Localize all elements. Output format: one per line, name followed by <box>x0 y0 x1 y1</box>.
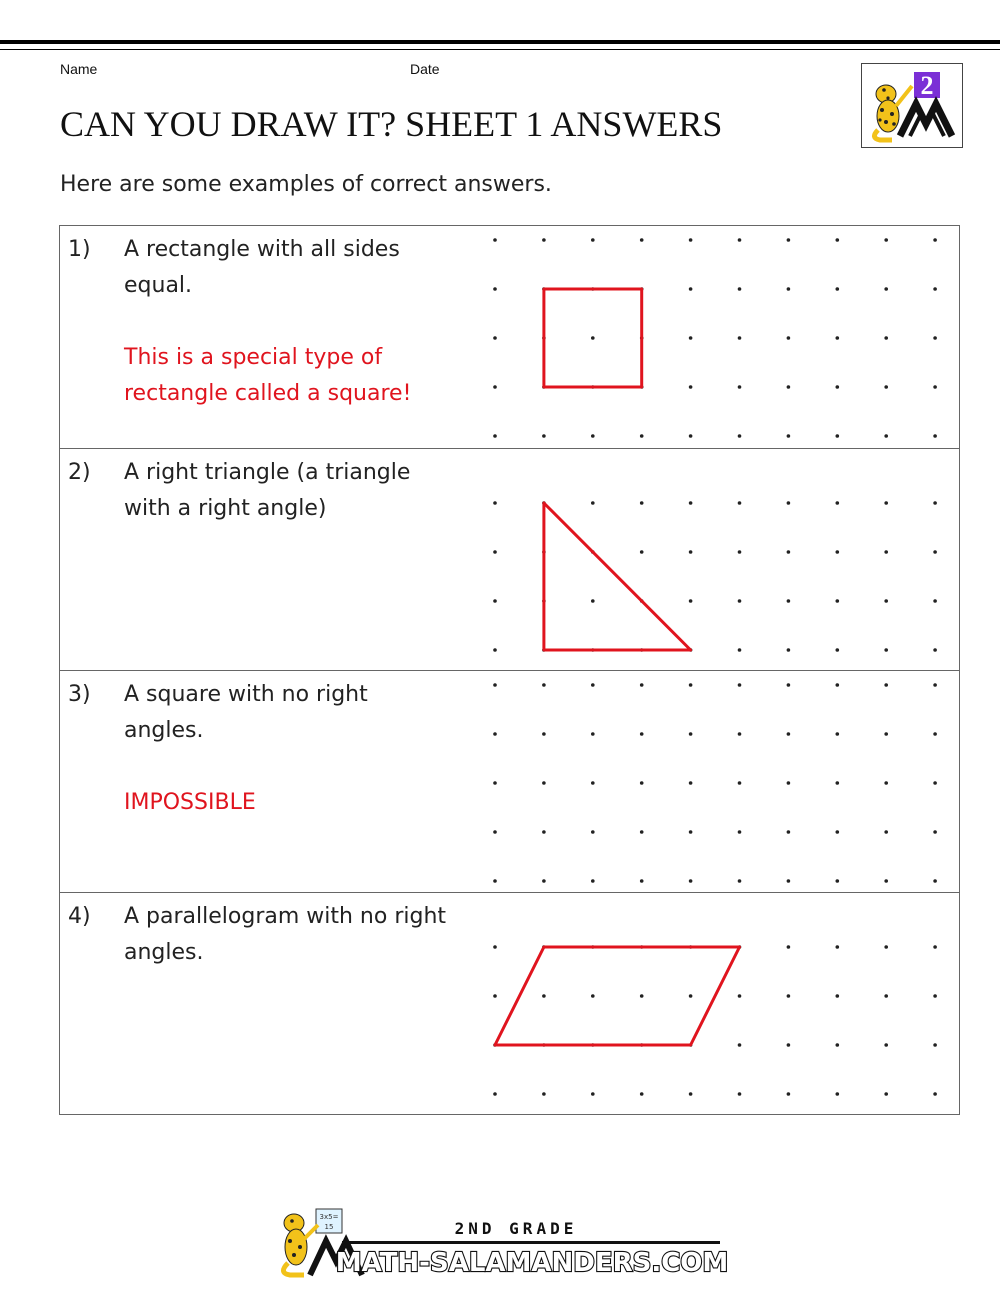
grid-dot <box>493 287 497 291</box>
grid-dot <box>493 879 497 883</box>
grid-dot <box>884 385 888 389</box>
question-row-3 <box>60 670 959 892</box>
grid-dot <box>542 830 546 834</box>
grid-dot <box>933 830 937 834</box>
question-answer: IMPOSSIBLE <box>124 790 256 815</box>
grid-dot <box>787 648 791 652</box>
grid-dot <box>542 434 546 438</box>
grid-dot <box>933 781 937 785</box>
grid-dot <box>884 648 888 652</box>
grid-dot <box>884 732 888 736</box>
grid-dot <box>689 683 693 687</box>
grid-dot <box>542 781 546 785</box>
grid-dot <box>884 879 888 883</box>
grid-dot <box>884 550 888 554</box>
grid-dot <box>640 830 644 834</box>
footer-logo <box>270 1205 740 1280</box>
grid-dot <box>738 1043 742 1047</box>
grid-dot <box>493 781 497 785</box>
grid-dot <box>738 1092 742 1096</box>
grid-dot <box>591 830 595 834</box>
grid-dot <box>542 732 546 736</box>
grid-dot <box>738 683 742 687</box>
grid-dot <box>689 830 693 834</box>
dot-grid <box>60 226 959 448</box>
name-label: Name <box>60 61 98 77</box>
grid-dot <box>787 1092 791 1096</box>
grid-dot <box>836 683 840 687</box>
grid-dot <box>493 1092 497 1096</box>
grid-dot <box>542 238 546 242</box>
grid-dot <box>738 879 742 883</box>
question-number: 4) <box>68 904 91 929</box>
grid-dot <box>591 994 595 998</box>
grade-logo <box>861 63 963 148</box>
grid-dot <box>542 879 546 883</box>
top-rule-thick <box>0 40 1000 44</box>
grid-dot <box>787 238 791 242</box>
grid-dot <box>493 945 497 949</box>
grid-dot <box>689 781 693 785</box>
grid-dot <box>884 781 888 785</box>
grid-dot <box>884 1092 888 1096</box>
grid-dot <box>738 830 742 834</box>
grid-dot <box>787 732 791 736</box>
footer-grade: 2ND GRADE <box>454 1219 578 1238</box>
grid-dot <box>738 550 742 554</box>
grid-dot <box>933 1092 937 1096</box>
grid-dot <box>933 683 937 687</box>
date-label: Date <box>410 61 440 77</box>
footer-site: MATH-SALAMANDERS.COM <box>335 1248 729 1278</box>
grid-dot <box>933 648 937 652</box>
grid-dot <box>884 238 888 242</box>
grid-dot <box>836 732 840 736</box>
dot-grid <box>60 671 959 893</box>
grid-dot <box>884 1043 888 1047</box>
grid-dot <box>933 238 937 242</box>
grid-dot <box>787 830 791 834</box>
grid-dot <box>591 1092 595 1096</box>
grid-dot <box>787 385 791 389</box>
grid-dot <box>738 648 742 652</box>
grid-dot <box>933 945 937 949</box>
board-text-2: 15 <box>324 1223 334 1231</box>
dot-grid <box>60 893 959 1115</box>
grid-dot <box>493 994 497 998</box>
grid-dot <box>689 879 693 883</box>
grid-dot <box>493 648 497 652</box>
grid-dot <box>591 781 595 785</box>
grid-dot <box>933 434 937 438</box>
grid-dot <box>689 994 693 998</box>
grid-dot <box>836 434 840 438</box>
question-number: 1) <box>68 237 91 262</box>
grid-dot <box>884 994 888 998</box>
grid-dot <box>836 287 840 291</box>
grid-dot <box>493 336 497 340</box>
grid-dot <box>884 683 888 687</box>
grid-dot <box>836 648 840 652</box>
question-number: 2) <box>68 460 91 485</box>
grid-dot <box>836 385 840 389</box>
grade-badge-number: 2 <box>920 71 934 100</box>
question-text: A rectangle with all sides equal. <box>124 237 400 298</box>
grid-dot <box>738 781 742 785</box>
grid-dot <box>493 238 497 242</box>
grid-dot <box>738 287 742 291</box>
grid-dot <box>933 385 937 389</box>
grid-dot <box>493 683 497 687</box>
grid-dot <box>738 385 742 389</box>
top-rule-thin <box>0 49 1000 50</box>
grid-dot <box>836 945 840 949</box>
grid-dot <box>836 879 840 883</box>
grid-dot <box>884 599 888 603</box>
grid-dot <box>836 994 840 998</box>
grid-dot <box>836 1092 840 1096</box>
grid-dot <box>640 550 644 554</box>
grid-dot <box>640 781 644 785</box>
grid-dot <box>689 385 693 389</box>
question-text: A square with no right angles. <box>124 682 368 743</box>
grid-dot <box>493 385 497 389</box>
grid-dot <box>738 599 742 603</box>
grid-dot <box>787 683 791 687</box>
page-title: CAN YOU DRAW IT? SHEET 1 ANSWERS <box>60 104 723 144</box>
grid-dot <box>640 1092 644 1096</box>
grid-dot <box>836 501 840 505</box>
grid-dot <box>933 1043 937 1047</box>
grid-dot <box>884 501 888 505</box>
grid-dot <box>933 732 937 736</box>
answer-shape-right-triangle <box>544 503 691 650</box>
grid-dot <box>787 1043 791 1047</box>
grid-dot <box>542 683 546 687</box>
grid-dot <box>493 434 497 438</box>
grid-dot <box>493 550 497 554</box>
grid-dot <box>836 238 840 242</box>
grid-dot <box>836 336 840 340</box>
grid-dot <box>640 683 644 687</box>
grid-dot <box>738 732 742 736</box>
grid-dot <box>640 994 644 998</box>
salamander-logo-icon <box>862 64 962 147</box>
grid-dot <box>591 599 595 603</box>
grid-dot <box>836 830 840 834</box>
answer-shape-parallelogram <box>495 947 740 1045</box>
grid-dot <box>689 238 693 242</box>
grid-dot <box>689 336 693 340</box>
grid-dot <box>884 945 888 949</box>
question-text: A right triangle (a triangle with a right angle) <box>124 460 411 521</box>
grid-dot <box>738 994 742 998</box>
grid-dot <box>933 994 937 998</box>
grid-dot <box>640 879 644 883</box>
page-subtitle: Here are some examples of correct answers. <box>60 172 552 197</box>
grid-dot <box>787 781 791 785</box>
grid-dot <box>836 599 840 603</box>
grid-dot <box>542 1092 546 1096</box>
question-row-2 <box>60 448 959 670</box>
grid-dot <box>884 434 888 438</box>
grid-dot <box>689 501 693 505</box>
grid-dot <box>836 781 840 785</box>
question-row-1 <box>60 226 959 448</box>
grid-dot <box>787 945 791 949</box>
grid-dot <box>591 238 595 242</box>
grid-dot <box>933 336 937 340</box>
grid-dot <box>933 501 937 505</box>
grid-dot <box>933 879 937 883</box>
grid-dot <box>689 732 693 736</box>
worksheet-table <box>59 225 960 1115</box>
grid-dot <box>493 732 497 736</box>
grid-dot <box>591 434 595 438</box>
question-text: A parallelogram with no right angles. <box>124 904 447 965</box>
grid-dot <box>787 336 791 340</box>
grid-dot <box>493 830 497 834</box>
board-text-1: 3x5= <box>319 1213 339 1221</box>
grid-dot <box>787 501 791 505</box>
grid-dot <box>591 501 595 505</box>
grid-dot <box>933 599 937 603</box>
grid-dot <box>836 550 840 554</box>
grid-dot <box>933 287 937 291</box>
grid-dot <box>689 1092 693 1096</box>
grid-dot <box>493 501 497 505</box>
grid-dot <box>787 550 791 554</box>
grid-dot <box>738 501 742 505</box>
grid-dot <box>591 732 595 736</box>
grid-dot <box>689 434 693 438</box>
grid-dot <box>787 434 791 438</box>
grid-dot <box>542 994 546 998</box>
grid-dot <box>591 879 595 883</box>
grid-dot <box>689 550 693 554</box>
math-salamanders-logo-icon <box>270 1205 740 1280</box>
grid-dot <box>640 434 644 438</box>
dot-grid <box>60 449 959 671</box>
grid-dot <box>884 830 888 834</box>
grid-dot <box>689 599 693 603</box>
grid-dot <box>787 879 791 883</box>
grid-dot <box>884 336 888 340</box>
grid-dot <box>738 434 742 438</box>
grid-dot <box>640 238 644 242</box>
grid-dot <box>493 599 497 603</box>
question-row-4 <box>60 892 959 1114</box>
grid-dot <box>836 1043 840 1047</box>
grid-dot <box>884 287 888 291</box>
grid-dot <box>640 501 644 505</box>
grid-dot <box>689 287 693 291</box>
grid-dot <box>591 683 595 687</box>
grid-dot <box>738 238 742 242</box>
grid-dot <box>787 287 791 291</box>
grid-dot <box>738 336 742 340</box>
grid-dot <box>787 994 791 998</box>
grid-dot <box>640 732 644 736</box>
grid-dot <box>591 336 595 340</box>
grid-dot <box>787 599 791 603</box>
grid-dot <box>933 550 937 554</box>
question-number: 3) <box>68 682 91 707</box>
question-answer: This is a special type of rectangle called a square! <box>124 345 412 406</box>
